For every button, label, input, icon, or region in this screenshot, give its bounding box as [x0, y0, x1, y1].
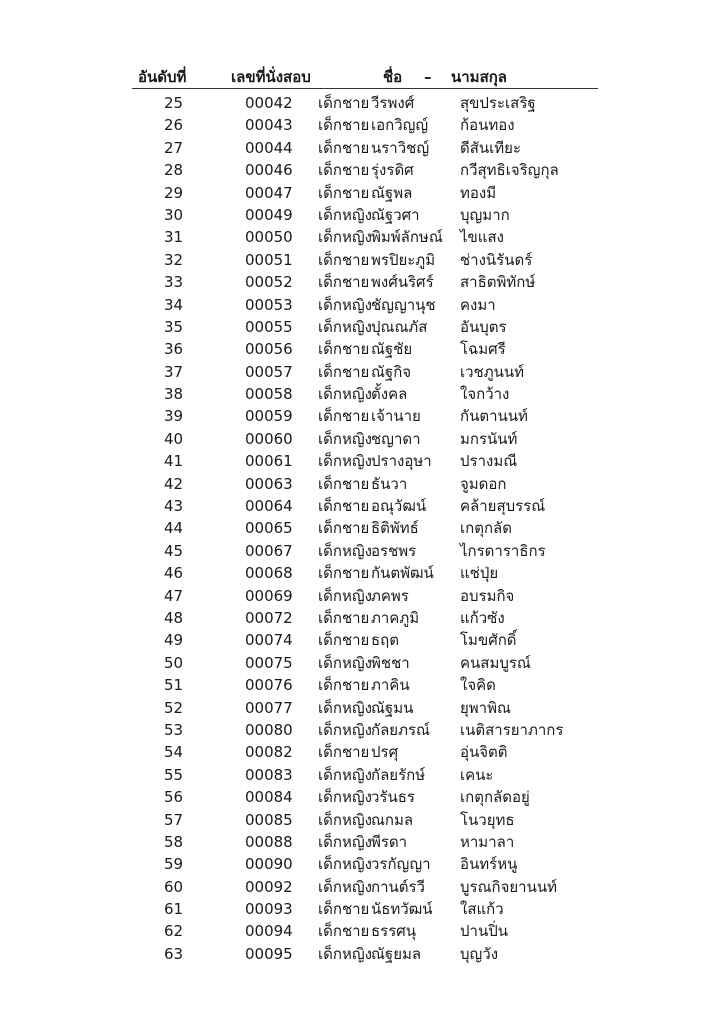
name-prefix: เด็กชาย — [318, 631, 370, 650]
first-name: อรชพร — [371, 541, 417, 560]
first-name: ภคพร — [371, 586, 409, 605]
row-number: 36 — [164, 340, 184, 359]
name-prefix: เด็กหญิง — [318, 855, 372, 874]
first-name: วรันธร — [371, 788, 415, 807]
name-prefix: เด็กหญิง — [318, 317, 372, 336]
name-prefix: เด็กชาย — [318, 362, 370, 381]
last-name: ดีสันเทียะ — [460, 138, 522, 157]
last-name: บุญมาก — [460, 205, 510, 224]
seat-number: 00067 — [245, 541, 293, 560]
header-surname: นามสกุล — [451, 68, 507, 86]
seat-number: 00074 — [245, 631, 293, 650]
seat-number: 00094 — [245, 922, 293, 941]
row-number: 54 — [164, 743, 184, 762]
table-row — [0, 271, 722, 293]
seat-number: 00092 — [245, 877, 293, 896]
row-number: 49 — [164, 631, 184, 650]
table-row — [0, 473, 722, 495]
last-name: ใจคิด — [460, 676, 496, 695]
table-row — [0, 204, 722, 226]
first-name: ณัฐพล — [371, 183, 413, 202]
student-list — [0, 92, 722, 965]
table-row — [0, 764, 722, 786]
row-number: 33 — [164, 273, 184, 292]
first-name: นัธทวัฒน์ — [371, 900, 433, 919]
seat-number: 00059 — [245, 407, 293, 426]
first-name: ณัฐมน — [371, 698, 414, 717]
row-number: 39 — [164, 407, 184, 426]
last-name: ปานปิ่น — [460, 922, 508, 941]
row-number: 41 — [164, 452, 184, 471]
seat-number: 00065 — [245, 519, 293, 538]
table-row — [0, 831, 722, 853]
first-name: พรปิยะภูมิ — [371, 250, 436, 269]
seat-number: 00095 — [245, 944, 293, 963]
header-dash: – — [424, 68, 432, 86]
table-row — [0, 697, 722, 719]
table-row — [0, 159, 722, 181]
last-name: ใจกว้าง — [460, 385, 510, 404]
name-prefix: เด็กชาย — [318, 497, 370, 516]
name-prefix: เด็กชาย — [318, 519, 370, 538]
last-name: อุ่นจิตติ — [460, 743, 508, 762]
name-prefix: เด็กชาย — [318, 116, 370, 135]
row-number: 63 — [164, 944, 184, 963]
seat-number: 00075 — [245, 653, 293, 672]
row-number: 43 — [164, 497, 184, 516]
seat-number: 00082 — [245, 743, 293, 762]
last-name: กวีสุทธิเจริญกุล — [460, 161, 559, 180]
name-prefix: เด็กชาย — [318, 273, 370, 292]
table-row — [0, 741, 722, 763]
last-name: อินทร์หนู — [460, 855, 518, 874]
seat-number: 00083 — [245, 765, 293, 784]
row-number: 42 — [164, 474, 184, 493]
first-name: ณกมล — [371, 810, 414, 829]
name-prefix: เด็กหญิง — [318, 720, 372, 739]
table-row — [0, 540, 722, 562]
last-name: คนสมบูรณ์ — [460, 653, 531, 672]
first-name: ชัญญานุช — [371, 295, 436, 314]
table-row — [0, 361, 722, 383]
last-name: จูมดอก — [460, 474, 507, 493]
seat-number: 00055 — [245, 317, 293, 336]
name-prefix: เด็กหญิง — [318, 788, 372, 807]
last-name: เกตุกลัดอยู่ — [460, 788, 530, 807]
name-prefix: เด็กชาย — [318, 474, 370, 493]
seat-number: 00077 — [245, 698, 293, 717]
name-prefix: เด็กชาย — [318, 407, 370, 426]
seat-number: 00043 — [245, 116, 293, 135]
first-name: ตั้งคล — [371, 385, 408, 404]
table-row — [0, 137, 722, 159]
first-name: ปรางอุษา — [371, 452, 432, 471]
table-row — [0, 450, 722, 472]
last-name: แช่ปุ่ย — [460, 564, 499, 583]
first-name: กัลยภรณ์ — [371, 720, 430, 739]
table-row — [0, 943, 722, 965]
row-number: 35 — [164, 317, 184, 336]
seat-number: 00051 — [245, 250, 293, 269]
last-name: บูรณกิจยานนท์ — [460, 877, 557, 896]
table-row — [0, 226, 722, 248]
table-row — [0, 629, 722, 651]
seat-number: 00058 — [245, 385, 293, 404]
seat-number: 00076 — [245, 676, 293, 695]
seat-number: 00063 — [245, 474, 293, 493]
name-prefix: เด็กชาย — [318, 676, 370, 695]
name-prefix: เด็กชาย — [318, 161, 370, 180]
table-row — [0, 786, 722, 808]
name-prefix: เด็กชาย — [318, 250, 370, 269]
row-number: 34 — [164, 295, 184, 314]
first-name: เจ้านาย — [371, 407, 421, 426]
row-number: 45 — [164, 541, 184, 560]
table-row — [0, 383, 722, 405]
row-number: 57 — [164, 810, 184, 829]
table-row — [0, 114, 722, 136]
header-divider — [132, 88, 598, 89]
seat-number: 00090 — [245, 855, 293, 874]
last-name: สุขประเสริฐ — [460, 94, 536, 112]
first-name: พิชชา — [371, 653, 410, 672]
first-name: เอกวิญญ์ — [371, 116, 429, 135]
first-name: พิมพ์ลักษณ์ — [371, 228, 443, 247]
table-row — [0, 182, 722, 204]
first-name: พงศ์นริศร์ — [371, 273, 434, 292]
table-row — [0, 405, 722, 427]
seat-number: 00049 — [245, 205, 293, 224]
header-seat-number: เลขที่นั่งสอบ — [231, 68, 311, 86]
name-prefix: เด็กชาย — [318, 743, 370, 762]
first-name: กานต์รวี — [371, 877, 425, 896]
last-name: แก้วซัง — [460, 608, 505, 627]
first-name: ธันวา — [371, 474, 408, 493]
row-number: 29 — [164, 183, 184, 202]
table-row — [0, 809, 722, 831]
row-number: 44 — [164, 519, 184, 538]
row-number: 51 — [164, 676, 184, 695]
name-prefix: เด็กหญิง — [318, 698, 372, 717]
row-number: 46 — [164, 564, 184, 583]
last-name: ทองมี — [460, 183, 497, 202]
last-name: เกตุกลัด — [460, 519, 512, 538]
last-name: ไขแสง — [460, 228, 504, 247]
table-row — [0, 652, 722, 674]
header-rank: อันดับที่ — [138, 68, 187, 86]
last-name: ยุพาพิณ — [460, 698, 511, 717]
first-name: ปรศุ — [371, 743, 399, 762]
table-row — [0, 92, 722, 114]
seat-number: 00046 — [245, 161, 293, 180]
name-prefix: เด็กหญิง — [318, 228, 372, 247]
seat-number: 00093 — [245, 900, 293, 919]
seat-number: 00088 — [245, 832, 293, 851]
first-name: ชญาดา — [371, 429, 421, 448]
last-name: ใสแก้ว — [460, 900, 504, 919]
row-number: 53 — [164, 720, 184, 739]
table-row — [0, 428, 722, 450]
row-number: 37 — [164, 362, 184, 381]
name-prefix: เด็กหญิง — [318, 586, 372, 605]
name-prefix: เด็กชาย — [318, 922, 370, 941]
row-number: 28 — [164, 161, 184, 180]
name-prefix: เด็กชาย — [318, 564, 370, 583]
last-name: บุญวัง — [460, 944, 499, 963]
seat-number: 00061 — [245, 452, 293, 471]
row-number: 61 — [164, 900, 184, 919]
table-row — [0, 562, 722, 584]
first-name: ธิติพัทธ์ — [371, 519, 419, 538]
row-number: 31 — [164, 228, 184, 247]
last-name: สาธิตพิทักษ์ — [460, 273, 536, 292]
first-name: ณัฐวศา — [371, 205, 420, 224]
first-name: วีรพงศ์ — [371, 94, 415, 112]
table-row — [0, 876, 722, 898]
table-row — [0, 517, 722, 539]
name-prefix: เด็กชาย — [318, 900, 370, 919]
seat-number: 00047 — [245, 183, 293, 202]
last-name: อบรมกิจ — [460, 586, 515, 605]
table-row — [0, 853, 722, 875]
last-name: ปรางมณี — [460, 452, 518, 471]
name-prefix: เด็กหญิง — [318, 832, 372, 851]
header-name: ชื่อ — [383, 68, 403, 86]
seat-number: 00052 — [245, 273, 293, 292]
row-number: 48 — [164, 608, 184, 627]
table-row — [0, 585, 722, 607]
first-name: ธรรศนุ — [371, 922, 417, 941]
seat-number: 00042 — [245, 94, 293, 112]
last-name: คล้ายสุบรรณ์ — [460, 497, 546, 516]
seat-number: 00044 — [245, 138, 293, 157]
first-name: กันตพัฒน์ — [371, 564, 434, 583]
row-number: 26 — [164, 116, 184, 135]
first-name: พีรดา — [371, 832, 408, 851]
table-row — [0, 338, 722, 360]
row-number: 27 — [164, 138, 184, 157]
last-name: อันบุตร — [460, 317, 507, 336]
last-name: ไกรดาราธิกร — [460, 541, 546, 560]
first-name: รุ่งรดิศ — [371, 161, 414, 180]
first-name: ภาคภูมิ — [371, 608, 420, 627]
first-name: ณัฐยมล — [371, 944, 422, 963]
name-prefix: เด็กชาย — [318, 608, 370, 627]
table-row — [0, 719, 722, 741]
row-number: 60 — [164, 877, 184, 896]
last-name: เนติสารยาภากร — [460, 720, 564, 739]
seat-number: 00056 — [245, 340, 293, 359]
row-number: 50 — [164, 653, 184, 672]
last-name: โมขศักดิ์ — [460, 631, 517, 650]
name-prefix: เด็กหญิง — [318, 765, 372, 784]
table-row — [0, 674, 722, 696]
row-number: 38 — [164, 385, 184, 404]
table-row — [0, 898, 722, 920]
first-name: ณัฐกิจ — [371, 362, 412, 381]
table-row — [0, 249, 722, 271]
first-name: ปุณณภัส — [371, 317, 428, 336]
seat-number: 00084 — [245, 788, 293, 807]
first-name: วรกัญญา — [371, 855, 431, 874]
name-prefix: เด็กหญิง — [318, 653, 372, 672]
name-prefix: เด็กหญิง — [318, 810, 372, 829]
name-prefix: เด็กหญิง — [318, 385, 372, 404]
name-prefix: เด็กชาย — [318, 340, 370, 359]
row-number: 52 — [164, 698, 184, 717]
table-row — [0, 920, 722, 942]
row-number: 25 — [164, 94, 184, 112]
name-prefix: เด็กชาย — [318, 183, 370, 202]
first-name: ณัฐชัย — [371, 340, 413, 359]
table-row — [0, 607, 722, 629]
last-name: ก้อนทอง — [460, 116, 515, 135]
row-number: 30 — [164, 205, 184, 224]
name-prefix: เด็กหญิง — [318, 541, 372, 560]
seat-number: 00053 — [245, 295, 293, 314]
seat-number: 00060 — [245, 429, 293, 448]
name-prefix: เด็กชาย — [318, 94, 370, 112]
name-prefix: เด็กหญิง — [318, 944, 372, 963]
name-prefix: เด็กหญิง — [318, 452, 372, 471]
last-name: หามาลา — [460, 832, 515, 851]
last-name: เคนะ — [460, 765, 494, 784]
first-name: ภาคิน — [371, 676, 410, 695]
table-header — [0, 66, 722, 88]
row-number: 47 — [164, 586, 184, 605]
last-name: คงมา — [460, 295, 496, 314]
last-name: กันตานนท์ — [460, 407, 528, 426]
table-row — [0, 316, 722, 338]
row-number: 55 — [164, 765, 184, 784]
seat-number: 00068 — [245, 564, 293, 583]
seat-number: 00057 — [245, 362, 293, 381]
name-prefix: เด็กชาย — [318, 138, 370, 157]
seat-number: 00050 — [245, 228, 293, 247]
table-row — [0, 294, 722, 316]
seat-number: 00064 — [245, 497, 293, 516]
last-name: โฉมศรี — [460, 340, 506, 359]
seat-number: 00069 — [245, 586, 293, 605]
name-prefix: เด็กหญิง — [318, 295, 372, 314]
row-number: 58 — [164, 832, 184, 851]
last-name: เวชภูนนท์ — [460, 362, 525, 381]
name-prefix: เด็กหญิง — [318, 429, 372, 448]
name-prefix: เด็กหญิง — [318, 877, 372, 896]
seat-number: 00080 — [245, 720, 293, 739]
table-row — [0, 495, 722, 517]
last-name: มกรนันท์ — [460, 429, 518, 448]
row-number: 62 — [164, 922, 184, 941]
first-name: อณุวัฒน์ — [371, 497, 427, 516]
row-number: 56 — [164, 788, 184, 807]
seat-number: 00085 — [245, 810, 293, 829]
row-number: 59 — [164, 855, 184, 874]
seat-number: 00072 — [245, 608, 293, 627]
first-name: ธฤต — [371, 631, 399, 650]
first-name: กัลยรักษ์ — [371, 765, 426, 784]
name-prefix: เด็กหญิง — [318, 205, 372, 224]
first-name: นราวิชญ์ — [371, 138, 430, 157]
last-name: ช่างนิรันดร์ — [460, 250, 533, 269]
row-number: 40 — [164, 429, 184, 448]
row-number: 32 — [164, 250, 184, 269]
last-name: โนวยุทธ — [460, 810, 515, 829]
